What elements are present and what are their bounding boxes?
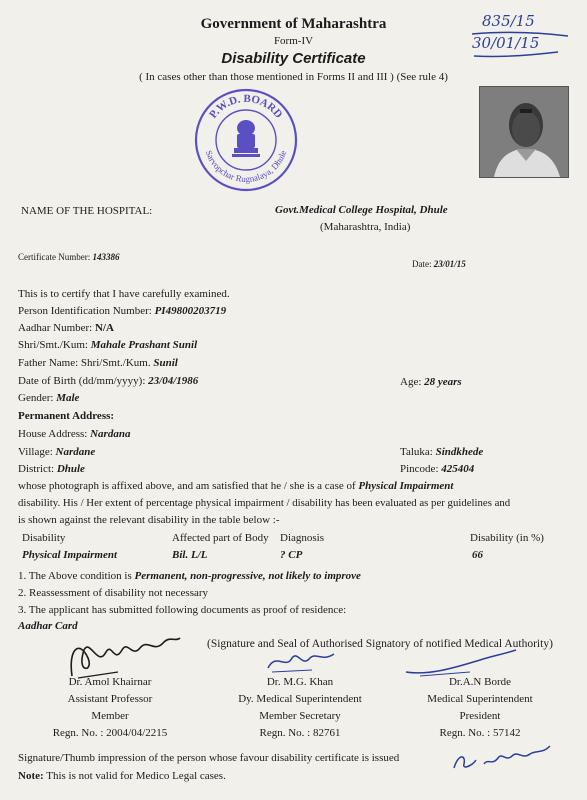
certificate-title: Disability Certificate [221, 50, 366, 67]
aadhar-row: Aadhar Number: N/A [18, 322, 114, 334]
intro-text: This is to certify that I have carefully examined. [18, 288, 230, 300]
village-value: Nardane [55, 446, 96, 458]
dob-row: Date of Birth (dd/mm/yyyy): 23/04/1986 [18, 375, 199, 387]
svg-text:P.W.D. BOARD: P.W.D. BOARD [207, 92, 285, 121]
doctor-3-regn: Regn. No. : 57142 [439, 727, 521, 739]
father-name: Sunil [153, 357, 178, 369]
pid-value: PI49800203719 [154, 305, 227, 317]
taluka-value: Sindkhede [435, 446, 484, 458]
pwd-board-seal [192, 86, 300, 194]
condition-2: 2. Reassessment of disability not necessary [18, 587, 209, 599]
dob-value: 23/04/1986 [148, 375, 199, 387]
doctor-1-role: Member [91, 710, 129, 722]
gender-row: Gender: Male [18, 392, 80, 404]
doctor-2-regn: Regn. No. : 82761 [259, 727, 341, 739]
father-row: Father Name: Shri/Smt./Kum. Sunil [18, 357, 178, 369]
table-cell-percent: 66 [472, 549, 483, 561]
doctor-2-role: Member Secretary [259, 710, 341, 722]
name-row: Shri/Smt./Kum: Mahale Prashant Sunil [18, 339, 198, 351]
doctor-3-title: Medical Superintendent [427, 693, 533, 705]
hospital-location: (Maharashtra, India) [320, 221, 411, 233]
pincode-row: Pincode: 425404 [400, 463, 475, 475]
certificate-subtitle: ( In cases other than those mentioned in Forms II and III ) (See rule 4) [139, 71, 448, 83]
signature-khan [262, 648, 342, 676]
residence-document: Aadhar Card [18, 620, 78, 632]
house-row: House Address: Nardana [18, 428, 131, 440]
footer-note: Note: This is not valid for Medico Legal cases. [18, 770, 226, 782]
handwritten-underline [468, 30, 578, 60]
doctor-3-name: Dr.A.N Borde [448, 676, 512, 688]
table-header-diagnosis: Diagnosis [280, 532, 324, 544]
handwritten-date: 30/01/15 [472, 34, 540, 52]
table-header-disability: Disability [22, 532, 66, 544]
village-row: Village: Nardane [18, 446, 96, 458]
handwritten-number: 835/15 [482, 12, 535, 30]
house-value: Nardana [90, 428, 131, 440]
applicant-photo [479, 86, 569, 178]
statement-line-3: is shown against the relevant disability in the table below :- [18, 514, 280, 526]
government-title: Government of Maharashtra [200, 16, 387, 32]
aadhar-value: N/A [94, 322, 114, 334]
doctor-3-role: President [459, 710, 501, 722]
applicant-signature [448, 740, 558, 776]
gender-value: Male [56, 392, 80, 404]
doctor-1-title: Assistant Professor [67, 693, 153, 705]
svg-text:Sarvopchar Rugnalaya, Dhule: Sarvopchar Rugnalaya, Dhule [203, 148, 289, 185]
age-row: Age: 28 years [400, 376, 462, 388]
hospital-label: NAME OF THE HOSPITAL: [21, 205, 153, 217]
applicant-name: Mahale Prashant Sunil [90, 339, 198, 351]
district-value: Dhule [56, 463, 85, 475]
statement-line-2: disability. His / Her extent of percentage physical impairment / disability has been evaluated as per guidelines and [18, 497, 511, 509]
certificate-number-row: Certificate Number: 143386 [18, 252, 120, 262]
address-heading: Permanent Address: [18, 410, 115, 422]
condition-3: 3. The applicant has submitted following documents as proof of residence: [18, 604, 347, 616]
table-cell-diagnosis: ? CP [280, 549, 303, 561]
table-cell-disability: Physical Impairment [22, 549, 118, 561]
table-header-percent: Disability (in %) [470, 532, 544, 544]
age-value: 28 years [424, 376, 462, 388]
table-header-body-part: Affected part of Body [172, 532, 269, 544]
doctor-2-name: Dr. M.G. Khan [266, 676, 334, 688]
signatory-note: (Signature and Seal of Authorised Signatory of notified Medical Authority) [207, 638, 553, 650]
doctor-1-regn: Regn. No. : 2004/04/2215 [52, 727, 168, 739]
form-number: Form-IV [273, 35, 314, 47]
condition-1-value: Permanent, non-progressive, not likely to improve [134, 570, 361, 582]
pincode-value: 425404 [441, 463, 475, 475]
doctor-1-name: Dr. Amol Khairnar [68, 676, 152, 688]
doctor-2-title: Dy. Medical Superintendent [238, 693, 362, 705]
condition-1: 1. The Above condition is Permanent, non-progressive, not likely to improve [18, 570, 361, 582]
district-row: District: Dhule [18, 463, 85, 475]
impairment-case: Physical Impairment [358, 480, 454, 492]
certificate-number: 143386 [92, 252, 120, 262]
table-cell-body-part: Bil. L/L [172, 549, 208, 561]
certificate-date-row: Date: 23/01/15 [412, 259, 466, 269]
thumb-impression-text: Signature/Thumb impression of the person whose favour disability certificate is issued [18, 752, 400, 764]
pid-row: Person Identification Number: PI49800203719 [18, 305, 227, 317]
hospital-name: Govt.Medical College Hospital, Dhule [275, 204, 448, 216]
certificate-date: 23/01/15 [433, 259, 466, 269]
taluka-row: Taluka: Sindkhede [400, 446, 484, 458]
statement-line-1: whose photograph is affixed above, and am satisfied that he / she is a case of Physical Impairment [18, 480, 454, 492]
